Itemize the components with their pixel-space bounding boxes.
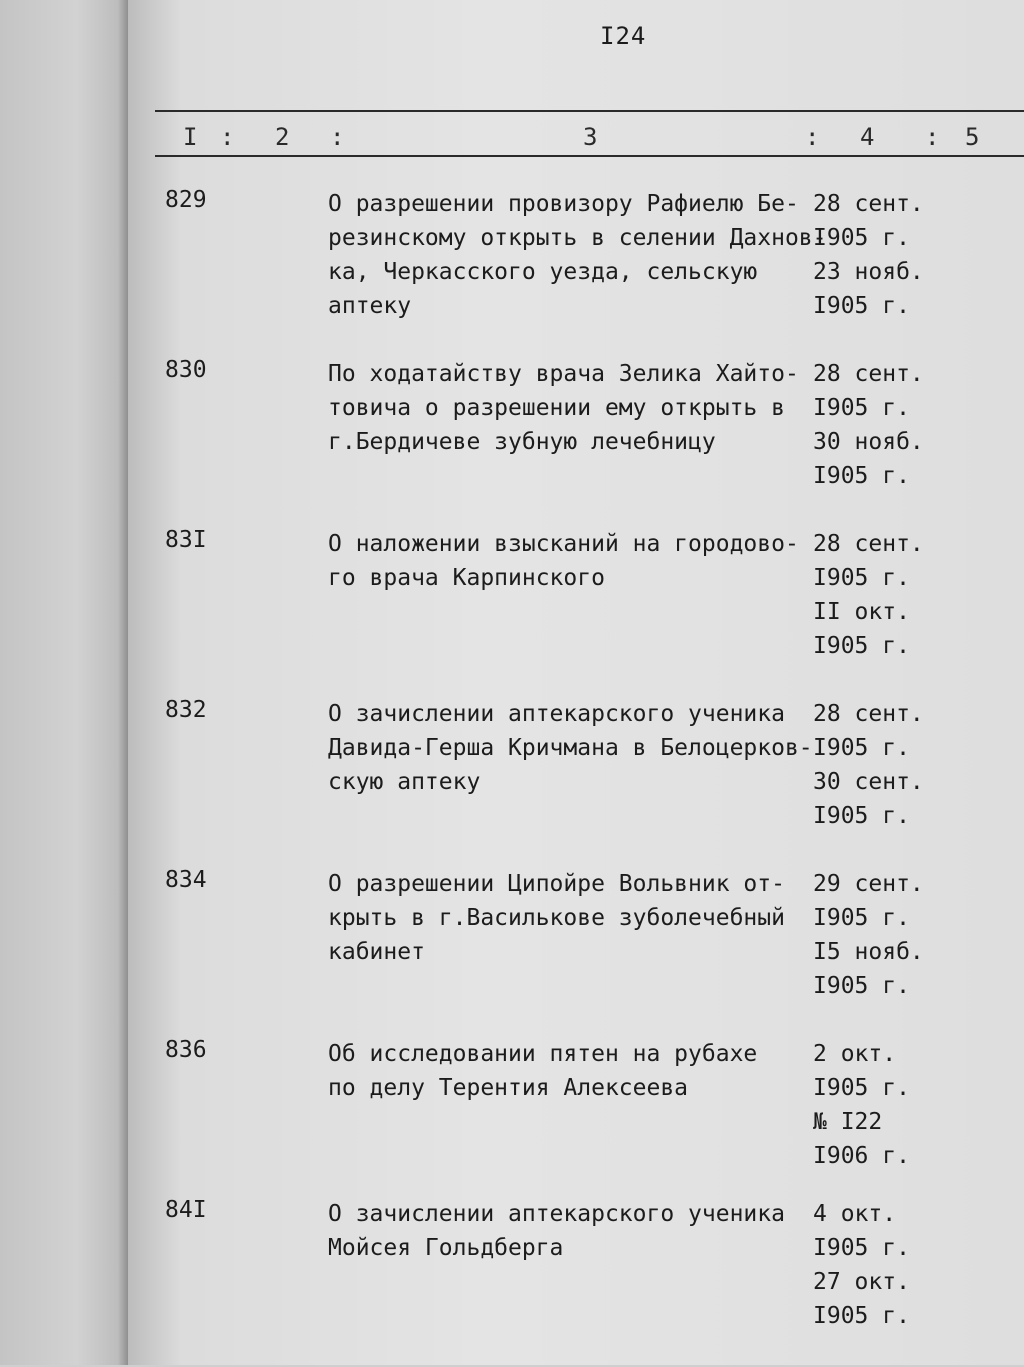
entry-number: 830 <box>165 357 207 383</box>
entry-date-line: 28 сент. <box>813 701 924 727</box>
entry-title-line: О наложении взысканий на городово- <box>328 531 799 557</box>
entry-date-line: 29 сент. <box>813 871 924 897</box>
entry-title-line: по делу Терентия Алексеева <box>328 1075 689 1101</box>
entry-date-line: 27 окт. <box>813 1269 910 1295</box>
header-rule-bottom <box>155 155 1024 157</box>
entry-title-line: О зачислении аптекарского ученика <box>328 701 785 727</box>
entry-title-line: товича о разрешении ему открыть в <box>328 395 785 421</box>
entry-date-line: I905 г. <box>813 395 910 421</box>
entry-dates <box>813 697 1013 833</box>
entry-title-line: О разрешении Ципойре Вольвник от- <box>328 871 785 897</box>
entry-date-line: I905 г. <box>813 225 910 251</box>
entry-title <box>328 527 818 595</box>
entry-title <box>328 1197 818 1265</box>
entry-dates <box>813 1197 1013 1333</box>
entry-title-line: О зачислении аптекарского ученика <box>328 1201 785 1227</box>
entry-dates <box>813 187 1013 323</box>
column-header-2: 2 <box>275 123 290 151</box>
entry-title <box>328 1037 818 1105</box>
column-header-5: 5 <box>965 123 980 151</box>
entry-date-line: 30 нояб. <box>813 429 924 455</box>
entry-number: 84I <box>165 1197 207 1223</box>
entry-title-line: кабинет <box>328 939 425 965</box>
entry-title-line: Давида-Герша Кричмана в Белоцерков- <box>328 735 813 761</box>
entry-date-line: 23 нояб. <box>813 259 924 285</box>
entry-title-line: ка, Черкасского уезда, сельскую <box>328 259 758 285</box>
entry-date-line: I905 г. <box>813 973 910 999</box>
entry-date-line: I905 г. <box>813 905 910 931</box>
column-header-3: 3 <box>583 123 598 151</box>
entry-title <box>328 187 827 323</box>
entry-date-line: 30 сент. <box>813 769 924 795</box>
entry-841 <box>0 1197 1024 1367</box>
entry-date-line: I905 г. <box>813 633 910 659</box>
entry-date-line: I5 нояб. <box>813 939 924 965</box>
column-separator: : <box>925 123 940 151</box>
column-separator: : <box>330 123 345 151</box>
entry-date-line: 4 окт. <box>813 1201 897 1227</box>
entry-title <box>328 697 818 799</box>
entry-829 <box>0 187 1024 357</box>
entry-title <box>328 357 818 459</box>
entry-dates <box>813 527 1013 663</box>
entry-date-line: I905 г. <box>813 1235 910 1261</box>
entry-date-line: № I22 <box>813 1109 883 1135</box>
entry-date-line: I905 г. <box>813 1075 910 1101</box>
entry-date-line: I906 г. <box>813 1143 910 1169</box>
entry-number: 832 <box>165 697 207 723</box>
entry-date-line: I905 г. <box>813 565 910 591</box>
entry-date-line: I905 г. <box>813 735 910 761</box>
entry-date-line: 28 сент. <box>813 191 924 217</box>
entry-date-line: 28 сент. <box>813 361 924 387</box>
column-separator: : <box>805 123 820 151</box>
entry-date-line: 2 окт. <box>813 1041 897 1067</box>
entry-dates <box>813 1037 1013 1173</box>
column-separator: : <box>220 123 235 151</box>
entry-date-line: II окт. <box>813 599 910 625</box>
entry-number: 834 <box>165 867 207 893</box>
entry-title <box>328 867 818 969</box>
header-rule-top <box>155 110 1024 112</box>
entry-title-line: По ходатайству врача Зелика Хайто- <box>328 361 799 387</box>
entry-title-line: скую аптеку <box>328 769 481 795</box>
entry-836 <box>0 1037 1024 1207</box>
entry-830 <box>0 357 1024 527</box>
entry-title-line: г.Бердичеве зубную лечебницу <box>328 429 716 455</box>
entry-date-line: 28 сент. <box>813 531 924 557</box>
entry-832 <box>0 697 1024 867</box>
entry-831 <box>0 527 1024 697</box>
entry-834 <box>0 867 1024 1037</box>
entry-number: 83I <box>165 527 207 553</box>
entry-title-line: крыть в г.Василькове зуболечебный <box>328 905 785 931</box>
entry-title-line: резинскому открыть в селении Дахнов- <box>328 225 827 251</box>
entry-dates <box>813 867 1013 1003</box>
entry-title-line: О разрешении провизору Рафиелю Бе- <box>328 191 799 217</box>
column-header-1: I <box>183 123 198 151</box>
entry-date-line: I905 г. <box>813 803 910 829</box>
entry-date-line: I905 г. <box>813 463 910 489</box>
entry-title-line: Мойсея Гольдберга <box>328 1235 564 1261</box>
entry-title-line: аптеку <box>328 293 412 319</box>
entry-title-line: го врача Карпинского <box>328 565 605 591</box>
entry-title-line: Об исследовании пятен на рубахе <box>328 1041 758 1067</box>
column-header-4: 4 <box>860 123 875 151</box>
entry-number: 836 <box>165 1037 207 1063</box>
page-number: I24 <box>600 22 647 50</box>
entry-dates <box>813 357 1013 493</box>
entry-number: 829 <box>165 187 207 213</box>
entry-date-line: I905 г. <box>813 293 910 319</box>
entry-date-line: I905 г. <box>813 1303 910 1329</box>
